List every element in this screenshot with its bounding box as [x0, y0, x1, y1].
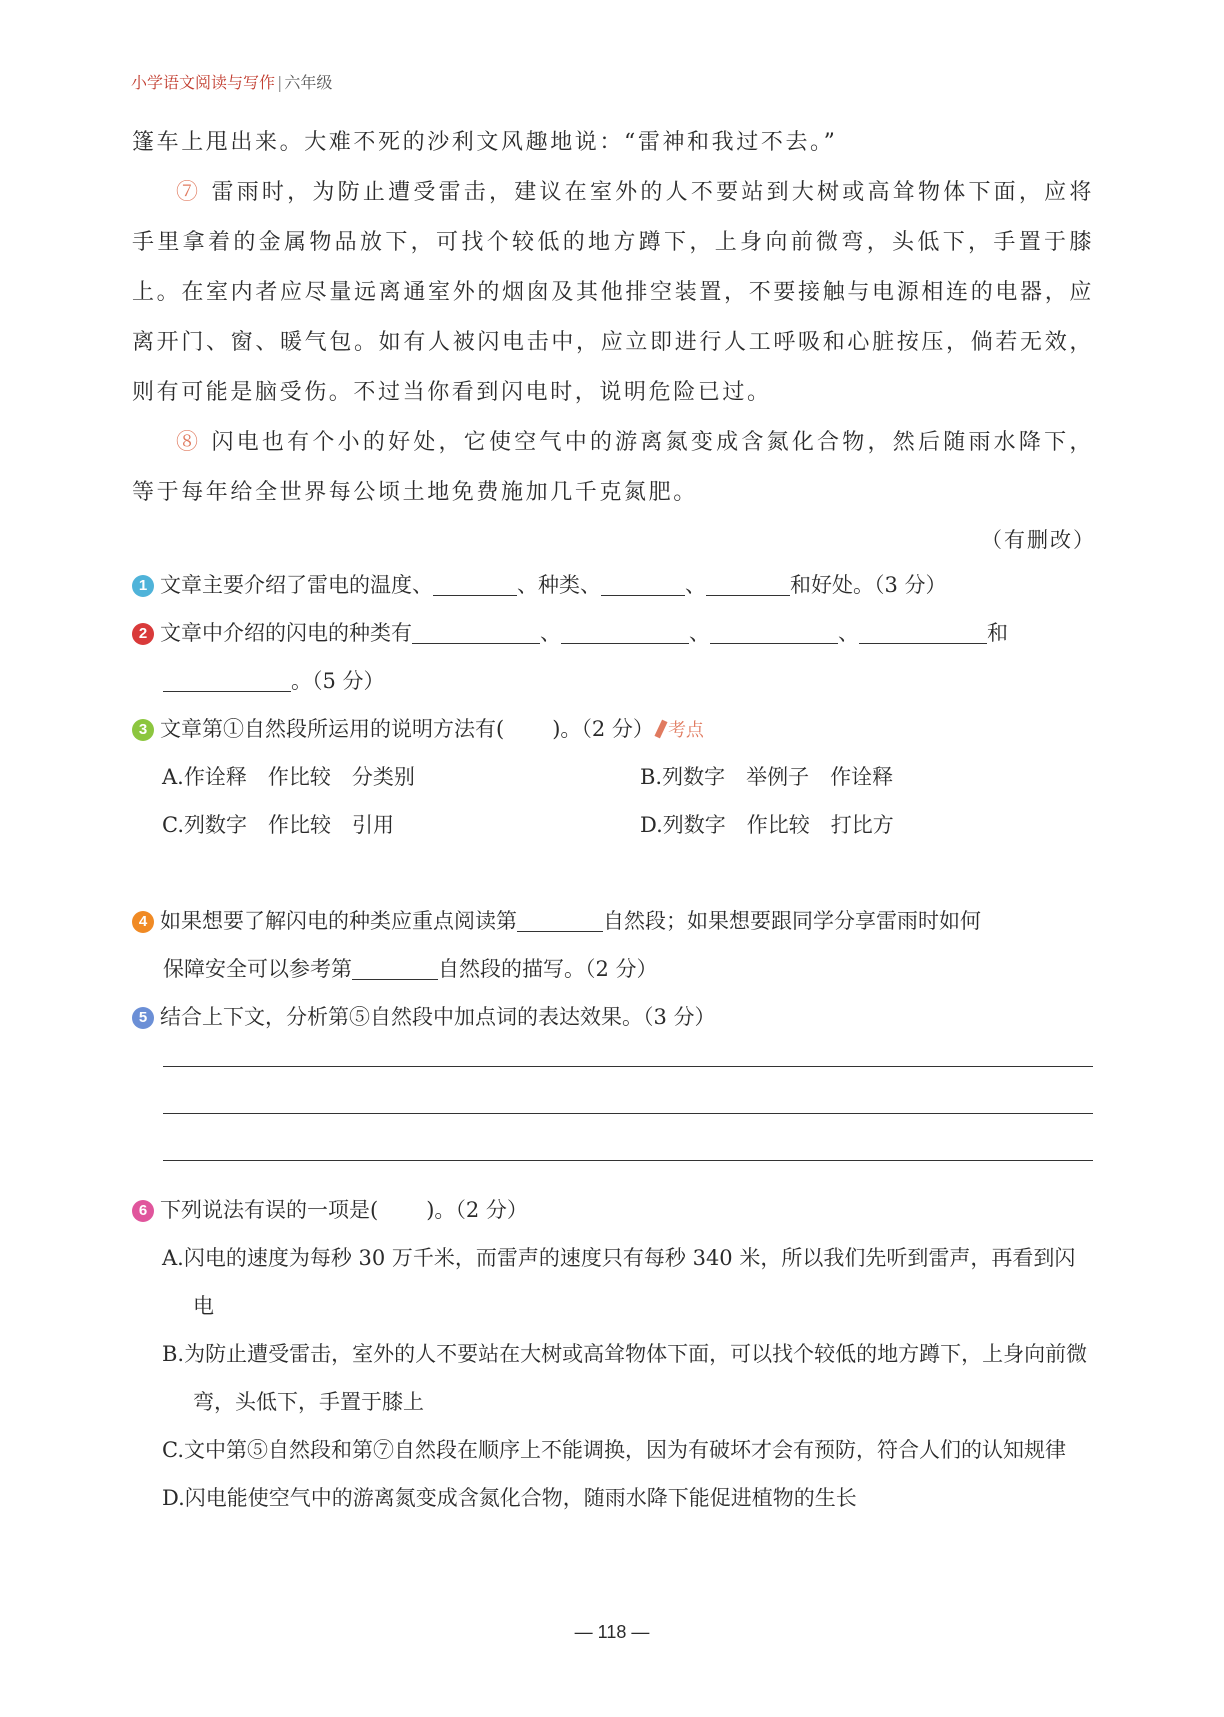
question-1	[132, 561, 1094, 609]
option-c[interactable]	[162, 801, 640, 849]
question-text: 和	[987, 621, 1008, 645]
option-letter: A.	[162, 1246, 184, 1270]
paragraph-text: 闪电也有个小的好处，它使空气中的游离氮变成含氮化合物，然后随雨水降下，等于每年给全世界每公顷土地免费施加几千克氮肥。	[132, 430, 1094, 505]
option-b[interactable]	[640, 753, 1118, 801]
option-text: 作诠释 作比较 分类别	[183, 765, 415, 789]
question-text: 保障安全可以参考第	[163, 957, 352, 981]
question-6-options	[162, 1234, 1094, 1522]
separator: 、	[540, 621, 561, 645]
pencil-icon	[654, 720, 667, 739]
option-text: 列数字 举例子 作诠释	[662, 765, 894, 789]
question-2	[132, 609, 1094, 705]
question-text: 和好处。（3 分）	[790, 573, 947, 597]
book-title: 小学语文阅读与写作	[131, 73, 276, 92]
question-text: 自然段；如果想要跟同学分享雷雨时如何	[603, 909, 981, 933]
page-number: — 118 —	[574, 1622, 650, 1642]
grade-label: 六年级	[284, 73, 333, 92]
header-separator: |	[277, 73, 283, 92]
answer-blank[interactable]	[710, 619, 838, 644]
option-letter: B.	[162, 1342, 185, 1366]
question-5	[132, 993, 1094, 1041]
paragraph-7	[132, 168, 1094, 418]
option-letter: C.	[162, 813, 184, 837]
option-a[interactable]	[162, 1234, 1094, 1330]
paragraph-number: ⑦	[176, 180, 202, 205]
answer-line[interactable]	[163, 1113, 1093, 1114]
question-text: 结合上下文，分析第⑤自然段中加点词的表达效果。（3 分）	[160, 1005, 716, 1029]
question-3	[132, 705, 1094, 755]
question-text: 、	[685, 573, 706, 597]
question-number-badge: 1	[132, 575, 154, 597]
option-text: 为防止遭受雷击，室外的人不要站在大树或高耸物体下面，可以找个较低的地方蹲下，上身向前微弯，头低下，手置于膝上	[184, 1342, 1088, 1414]
option-letter: D.	[162, 1486, 185, 1510]
passage-continuation: 篷车上甩出来。大难不死的沙利文风趣地说：“雷神和我过不去。”	[132, 130, 838, 155]
question-4	[132, 897, 1094, 993]
question-number-badge: 4	[132, 911, 154, 933]
question-text: 下列说法有误的一项是(	[160, 1198, 379, 1222]
question-number-badge: 5	[132, 1007, 154, 1029]
source-note: （有删改）	[981, 528, 1096, 552]
question-number-badge: 6	[132, 1200, 154, 1222]
answer-blank[interactable]	[163, 667, 291, 692]
answer-blank[interactable]	[601, 571, 685, 596]
exam-point-tag: 考点	[667, 720, 704, 741]
paragraph-8	[132, 418, 1094, 518]
option-d[interactable]	[162, 1474, 1094, 1522]
question-text: 文章中介绍的闪电的种类有	[160, 621, 412, 645]
answer-line[interactable]	[163, 1066, 1093, 1067]
option-text: 文中第⑤自然段和第⑦自然段在顺序上不能调换，因为有破坏才会有预防，符合人们的认知规律	[184, 1438, 1066, 1462]
answer-line[interactable]	[163, 1160, 1093, 1161]
question-text: 自然段的描写。（2 分）	[438, 957, 658, 981]
question-text: 。（5 分）	[291, 669, 385, 693]
running-header	[131, 70, 332, 93]
option-text: 列数字 作比较 打比方	[662, 813, 894, 837]
option-c[interactable]	[162, 1426, 1094, 1474]
question-text: 文章主要介绍了雷电的温度、	[160, 573, 433, 597]
option-text: 闪电能使空气中的游离氮变成含氮化合物，随雨水降下能促进植物的生长	[184, 1486, 857, 1510]
separator: 、	[838, 621, 859, 645]
reading-passage	[132, 118, 1094, 518]
answer-blank[interactable]	[352, 955, 438, 980]
option-d[interactable]	[640, 801, 1118, 849]
question-text: 如果想要了解闪电的种类应重点阅读第	[160, 909, 517, 933]
option-letter: C.	[162, 1438, 184, 1462]
option-text: 闪电的速度为每秒 30 万千米，而雷声的速度只有每秒 340 米，所以我们先听到雷声，再看到闪电	[183, 1246, 1076, 1318]
option-b[interactable]	[162, 1330, 1094, 1426]
option-a[interactable]	[162, 753, 640, 801]
option-text: 列数字 作比较 引用	[184, 813, 394, 837]
question-text: )。（2 分）	[552, 717, 654, 741]
paragraph-text: 雷雨时，为防止遭受雷击，建议在室外的人不要站到大树或高耸物体下面，应将手里拿着的金属物品放下，可找个较低的地方蹲下，上身向前微弯，头低下，手置于膝上。在室内者应尽量远离通室外的烟囱及其他排空装置，不要接触与电源相连的电器，应离开门、窗、暖气包。如有人被闪电击中，应立即进行人工呼吸和心脏按压，倘若无效，则有可能是脑受伤。不过当你看到闪电时，说明危险已过。	[132, 180, 1094, 405]
question-3-options	[162, 753, 1118, 849]
question-number-badge: 3	[132, 719, 154, 741]
answer-blank[interactable]	[706, 571, 790, 596]
option-letter: B.	[640, 765, 663, 789]
answer-blank[interactable]	[433, 571, 517, 596]
question-text: 文章第①自然段所运用的说明方法有(	[160, 717, 505, 741]
answer-blank[interactable]	[412, 619, 540, 644]
separator: 、	[689, 621, 710, 645]
option-letter: D.	[640, 813, 663, 837]
option-letter: A.	[162, 765, 184, 789]
answer-blank[interactable]	[859, 619, 987, 644]
paragraph-number: ⑧	[176, 430, 202, 455]
question-6	[132, 1186, 1094, 1234]
answer-blank[interactable]	[517, 907, 603, 932]
question-text: )。（2 分）	[426, 1198, 528, 1222]
question-text: 、种类、	[517, 573, 601, 597]
question-number-badge: 2	[132, 623, 154, 645]
answer-blank[interactable]	[561, 619, 689, 644]
